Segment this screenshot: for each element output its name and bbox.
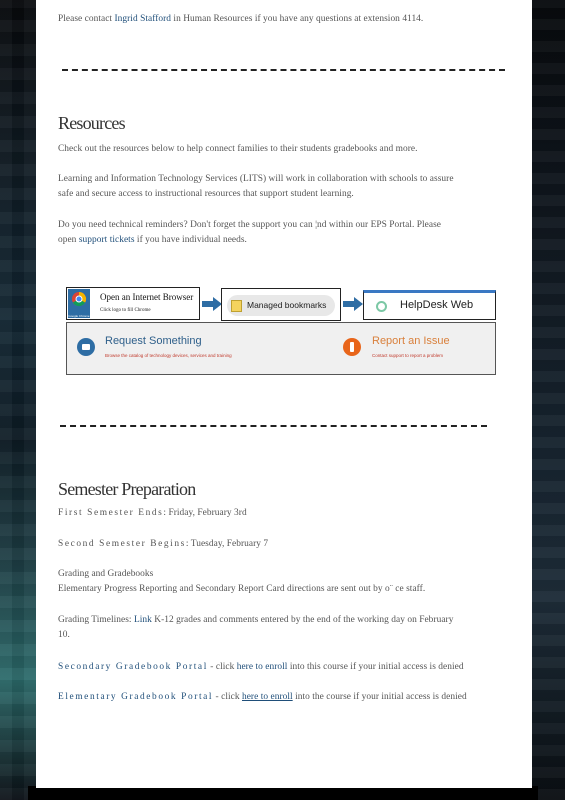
grading-title: Grading and Gradebooks [58, 569, 154, 579]
step-managed-bookmarks[interactable] [221, 288, 341, 321]
grading-timelines-line2: 10. [58, 630, 70, 640]
helpdesk-flow-diagram [66, 287, 496, 375]
secondary-suffix: into this course if your initial access is denied [287, 662, 464, 672]
chrome-tile [68, 289, 90, 318]
background-right [532, 0, 565, 800]
second-semester-line [58, 537, 268, 552]
chrome-icon [68, 289, 90, 309]
elementary-suffix: into the course if your initial access is denied [292, 692, 467, 702]
elementary-portal-line [58, 690, 467, 705]
resources-intro: Check out the resources below to help connect families to their students gradebooks and more. [58, 144, 418, 154]
report-issue-icon [343, 338, 361, 356]
resources-heading: Resources [58, 113, 125, 133]
secondary-portal-line [58, 660, 464, 675]
contact-suffix: in Human Resources if you have any questions at extension 4114. [171, 14, 424, 24]
secondary-enroll-link[interactable]: here to enroll [236, 662, 288, 672]
contact-name-link[interactable]: Ingrid Stafford [114, 14, 172, 24]
report-issue-link[interactable]: Report an Issue [372, 335, 450, 347]
support-prefix: open [58, 235, 79, 245]
step2-label: Managed bookmarks [247, 300, 327, 310]
first-semester-label: First Semester Ends [58, 508, 164, 518]
step1-subtitle: Click logo to fill Chrome [100, 308, 151, 313]
resources-lits-line2: safe and secure access to instructional resources that support student learning. [58, 189, 354, 199]
resources-support-line2 [58, 233, 247, 248]
timelines-link[interactable]: Link [133, 615, 152, 625]
bottom-edge [28, 786, 538, 800]
secondary-mid: - click [207, 662, 237, 672]
report-issue-subtitle: Contact support to report a problem [372, 353, 444, 358]
briefcase-icon [77, 338, 95, 356]
elementary-gradebook-portal-link[interactable]: Elementary Gradebook Portal [58, 692, 214, 702]
service-portal-panel [66, 322, 496, 375]
request-something-subtitle: Browse the catalog of technology devices, services and training [105, 353, 232, 358]
step1-title: Open an Internet Browser [100, 292, 194, 302]
second-semester-value: : Tuesday, February 7 [185, 539, 269, 549]
arrow-right-icon [202, 297, 222, 311]
second-semester-label: Second Semester Begins [58, 539, 186, 549]
secondary-gradebook-portal-link[interactable]: Secondary Gradebook Portal [58, 662, 208, 672]
contact-prefix: Please contact [58, 14, 115, 24]
background-left [0, 0, 36, 800]
support-tickets-link[interactable]: support tickets [78, 235, 135, 245]
support-suffix: if you have individual needs. [134, 235, 247, 245]
step-open-browser[interactable] [66, 287, 200, 320]
grading-text: Elementary Progress Reporting and Secondary Report Card directions are sent out by o¨ ce staff. [58, 584, 426, 594]
resources-lits-line1: Learning and Information Technology Services (LITS) will work in collaboration with schools to assure [58, 174, 454, 184]
semester-heading: Semester Preparation [58, 479, 196, 499]
arrow-right-icon-2 [343, 297, 363, 311]
elementary-enroll-link[interactable]: here to enroll [241, 692, 293, 702]
helpdesk-icon [376, 301, 387, 312]
timelines-prefix: Grading Timelines: [58, 615, 134, 625]
contact-line [58, 12, 423, 27]
timelines-text: K-12 grades and comments entered by the end of the working day on February [151, 615, 454, 625]
elementary-mid: - click [213, 692, 242, 702]
request-something-link[interactable]: Request Something [105, 335, 202, 347]
first-semester-value: : Friday, February 3rd [163, 508, 247, 518]
section-divider-2 [60, 425, 487, 427]
step3-label: HelpDesk Web [400, 299, 474, 311]
bookmark-folder-icon [231, 300, 242, 312]
step-helpdesk-web[interactable] [363, 290, 496, 320]
chrome-tile-label: Google Chrome [68, 314, 90, 318]
document-page [36, 0, 532, 788]
first-semester-line [58, 506, 247, 521]
section-divider [62, 69, 505, 71]
grading-timelines-line [58, 613, 453, 628]
resources-support-line1: Do you need technical reminders? Don't forget the support you can ¦nd within our EPS Portal. Please [58, 220, 442, 230]
